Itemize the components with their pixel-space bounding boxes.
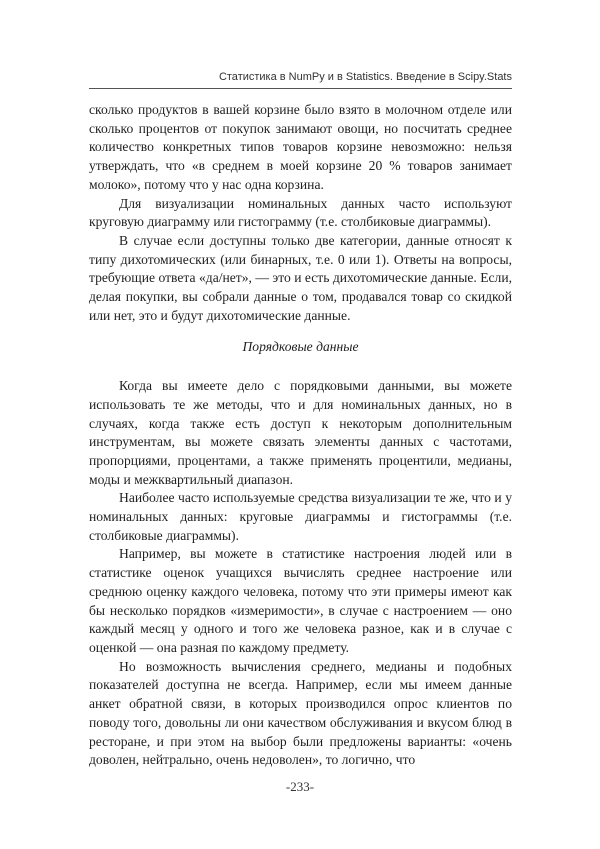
paragraph: Но возможность вычисления среднего, медианы и подобных показателей доступна не всегда. Например, если мы имеем данные анкет обратной связи, в которых производился опрос клиентов по поводу того, довольны ли они качеством обслуживания и вкусом блюд в ресторане, и при этом на выбор были предложены варианты: «очень доволен, нейтрально, очень недоволен», то логично, что bbox=[89, 658, 512, 768]
running-head: Статистика в NumPy и в Statistics. Введение в Scipy.Stats bbox=[218, 71, 512, 83]
page-body bbox=[89, 101, 512, 770]
paragraph: Для визуализации номинальных данных часто используют круговую диаграмму или гистограмму (т.е. столбиковые диаграммы). bbox=[89, 195, 512, 230]
paragraph: сколько продуктов в вашей корзине было взято в молочном отделе или сколько процентов от покупок занимают овощи, но посчитать среднее количество конкретных типов товаров корзине невозможно: нельзя утверждать, что «в среднем в моей корзине 20 % товаров занимает молоко», потому что у нас одна корзина. bbox=[89, 102, 512, 192]
paragraph: Например, вы можете в статистике настроения людей или в статистике оценок учащихся вычислять среднее настроение или среднюю оценку каждого человека, потому что эти примеры имеют как бы несколько порядков «измеримости», в случае с настроением — оно каждый месяц у одного и того же человека разное, как и в случае с оценкой — она разная по каждому предмету. bbox=[89, 546, 512, 655]
section-subheading: Порядковые данные bbox=[242, 339, 359, 355]
paragraph: В случае если доступны только две категории, данные относят к типу дихотомических (или бинарных, т.е. 0 или 1). Ответы на вопросы, требующие ответа «да/нет», — это и есть дихотомические данные. Если, делая покупки, вы собрали данные о том, продавался товар со скидкой или нет, это и будут дихотомические данные. bbox=[89, 232, 512, 323]
paragraph: Когда вы имеете дело с порядковыми данными, вы можете использовать те же методы, что и для номинальных данных, но в случаях, когда также есть доступ к некоторым дополнительным инструментам, вы можете связать элементы данных с частотами, пропорциями, процентами, а также применять процентили, медианы, моды и межквартильный диапазон. bbox=[89, 378, 512, 487]
header-rule bbox=[89, 88, 512, 89]
page-number: -233- bbox=[285, 779, 315, 794]
paragraph: Наиболее часто используемые средства визуализации те же, что и у номинальных данных: круговые диаграммы и гистограммы (т.е. столбиковые диаграммы). bbox=[89, 490, 512, 543]
